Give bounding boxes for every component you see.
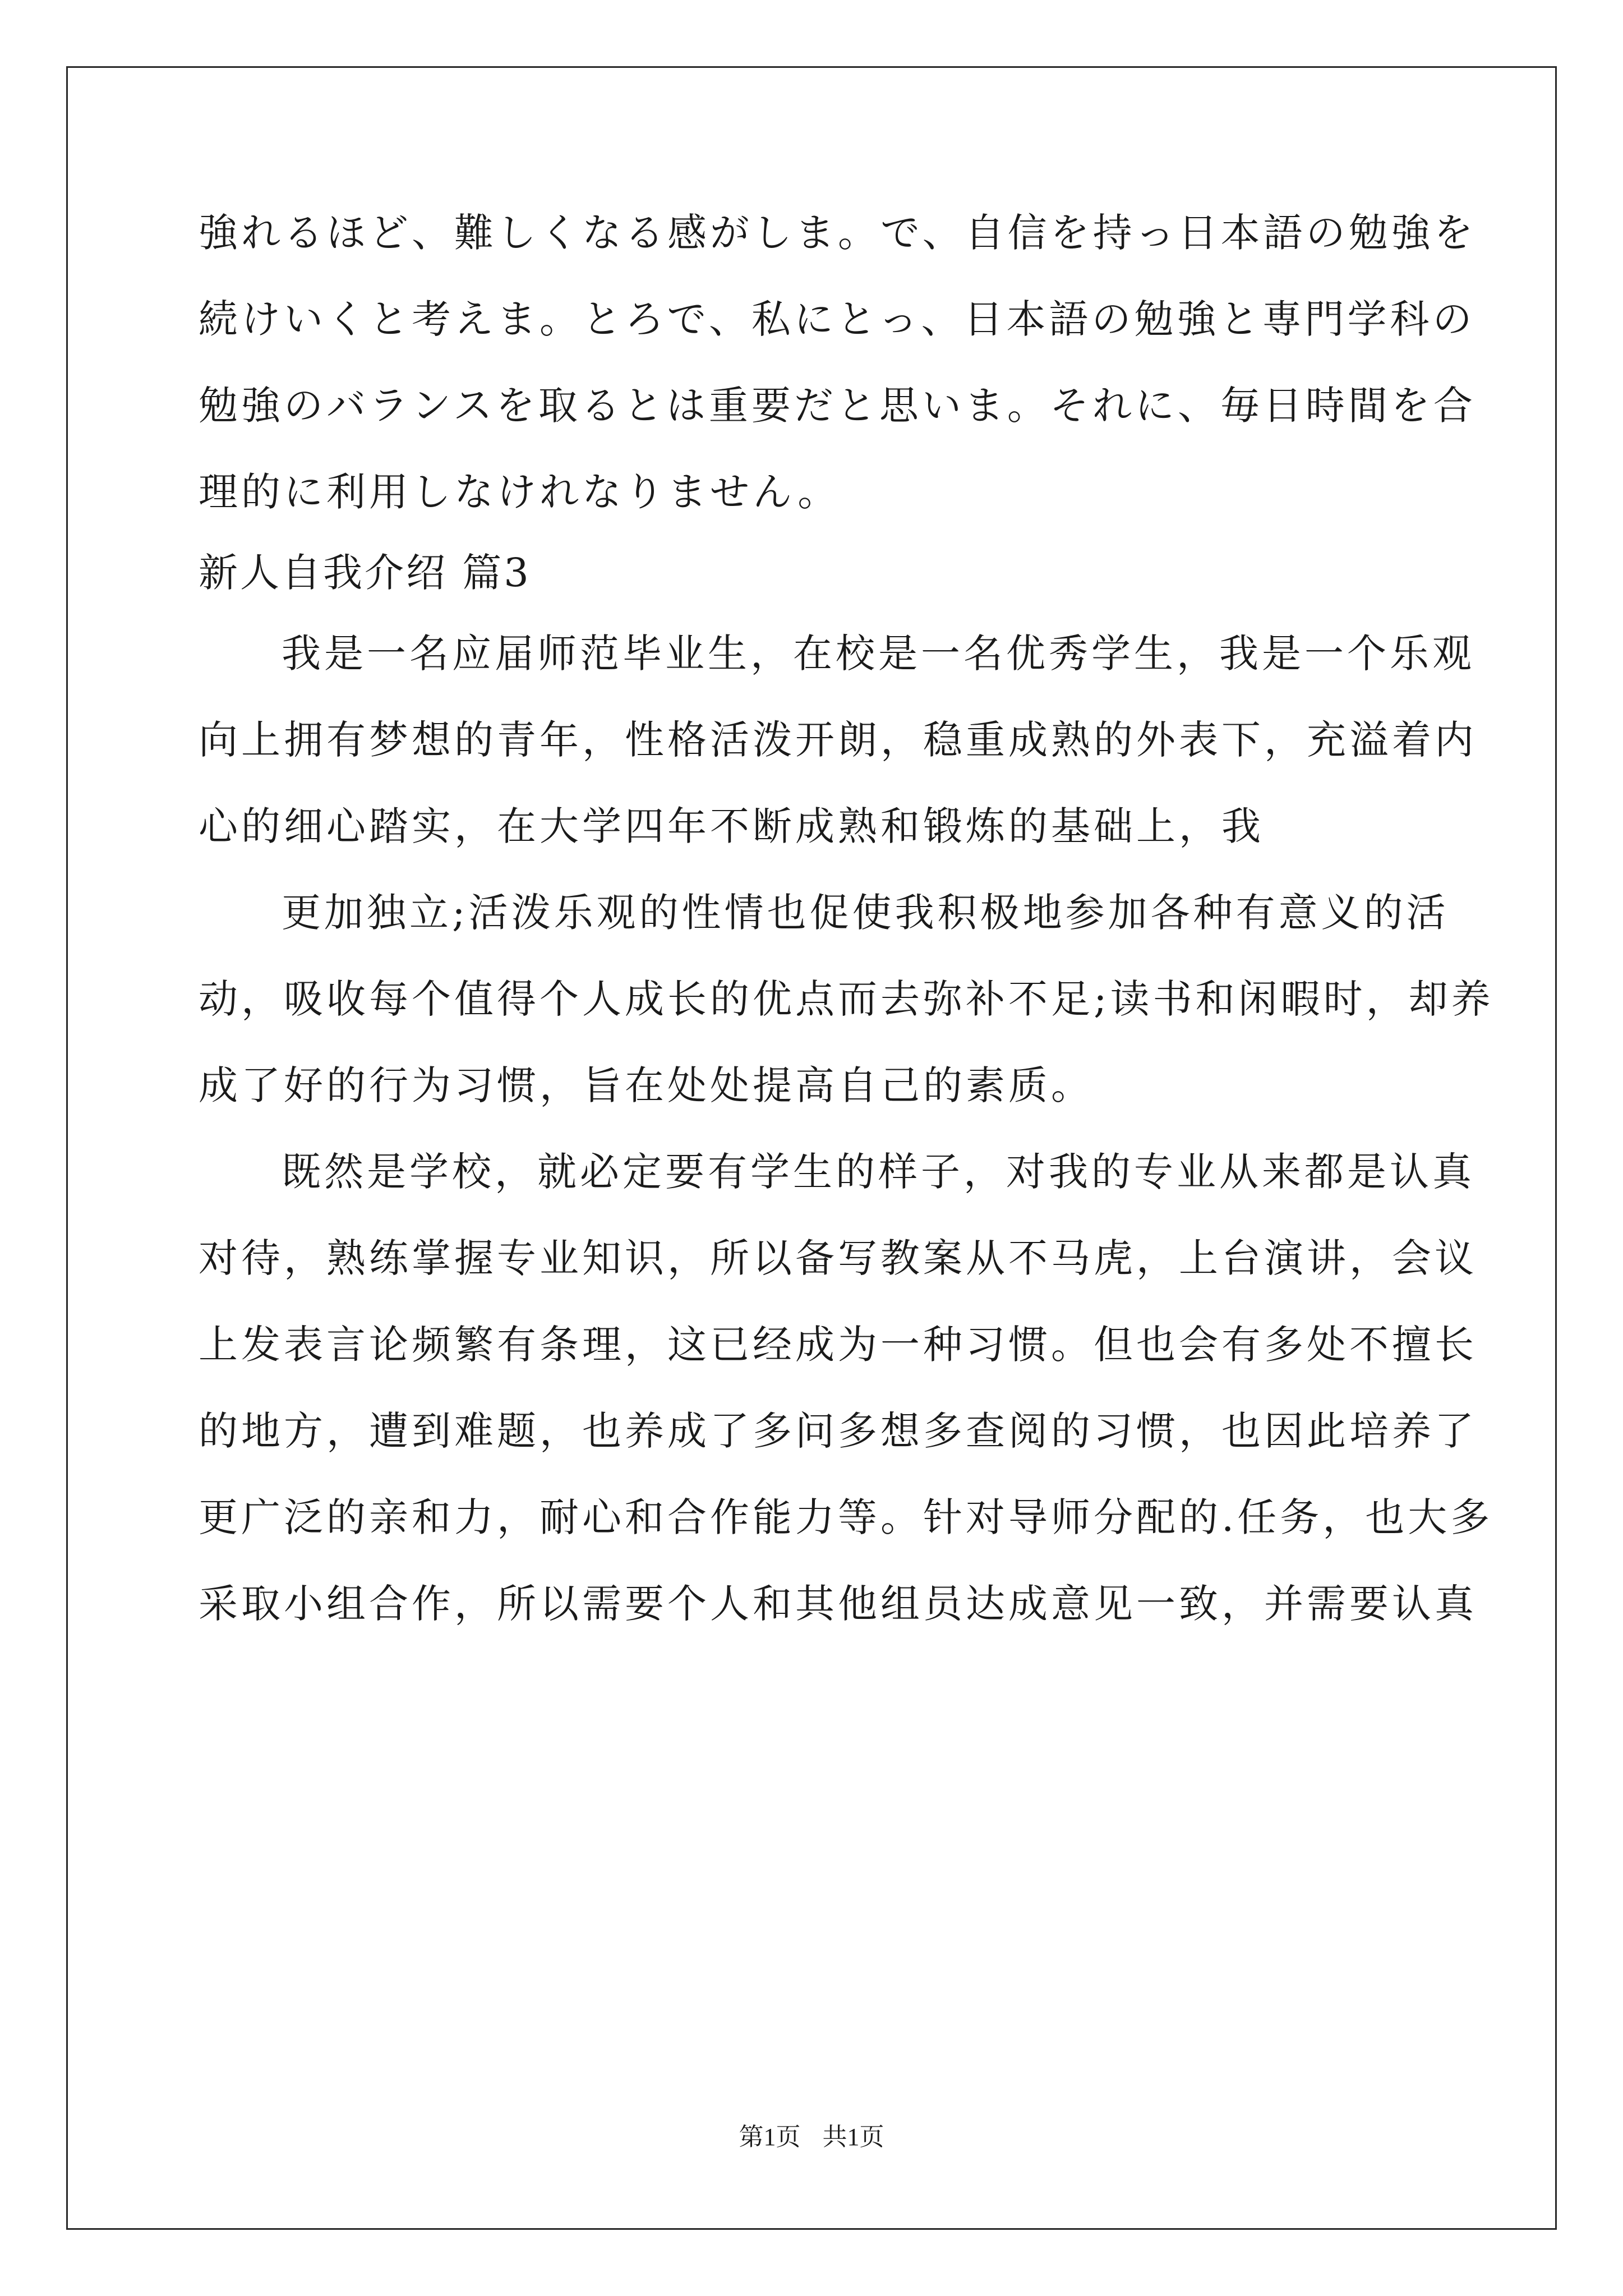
page-footer: [0, 2120, 1623, 2154]
text-line: 勉強のバランスを取るとは重要だと思いま。それに、毎日時間を合: [199, 383, 1476, 429]
text-line: 更广泛的亲和力，耐心和合作能力等。针对导师分配的.任务，也大多: [199, 1494, 1493, 1540]
text-line: 更加独立;活泼乐观的性情也促使我积极地参加各种有意义的活: [282, 890, 1449, 936]
section-heading: 新人自我介绍 篇3: [199, 550, 531, 596]
text-line: 強れるほど、難しくなる感がしま。で、自信を持っ日本語の勉強を: [199, 210, 1477, 256]
text-line: 上发表言论频繁有条理，这已经成为一种习惯。但也会有多处不擅长: [199, 1322, 1477, 1368]
text-line: 続けいくと考えま。とろで、私にとっ、日本語の勉強と専門学科の: [199, 296, 1476, 342]
text-line: 成了好的行为习惯，旨在处处提高自己的素质。: [199, 1062, 1094, 1108]
text-line: 对待，熟练掌握专业知识，所以备写教案从不马虎，上台演讲，会议: [199, 1235, 1477, 1281]
text-line: 采取小组合作，所以需要个人和其他组员达成意见一致，并需要认真: [199, 1581, 1477, 1627]
text-line: 理的に利用しなけれなりません。: [199, 469, 841, 515]
text-line: 动，吸收每个值得个人成长的优点而去弥补不足;读书和闲暇时，却养: [199, 976, 1494, 1022]
page-total: 共1页: [822, 2123, 884, 2151]
text-line: 心的细心踏实，在大学四年不断成熟和锻炼的基础上，我: [199, 803, 1264, 849]
text-line: 既然是学校，就必定要有学生的样子，对我的专业从来都是认真: [282, 1149, 1475, 1195]
page-number: 第1页: [739, 2123, 801, 2151]
text-line: 向上拥有梦想的青年，性格活泼开朗，稳重成熟的外表下，充溢着内: [199, 717, 1477, 763]
text-line: 我是一名应届师范毕业生，在校是一名优秀学生，我是一个乐观: [282, 631, 1475, 677]
text-line: 的地方，遭到难题，也养成了多问多想多查阅的习惯，也因此培养了: [199, 1408, 1477, 1454]
